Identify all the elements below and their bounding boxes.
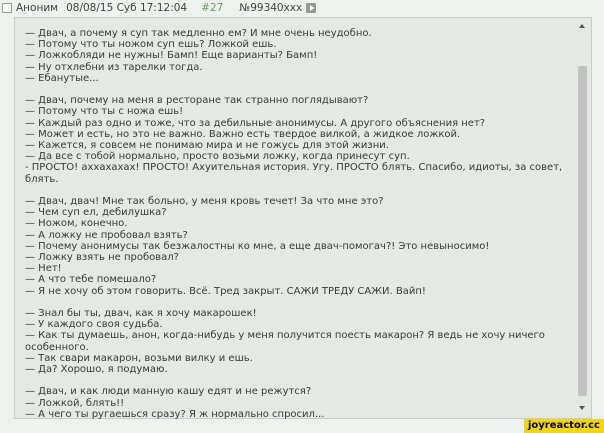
scrollbar-thumb[interactable] <box>578 66 587 396</box>
arrow-right-icon[interactable] <box>306 3 316 13</box>
text-line: — Так свари макарон, возьми вилку и ешь. <box>25 352 253 364</box>
paragraph-gap <box>25 185 570 196</box>
text-line: — Двач, а почему я суп так медленно ем? И мне очень неудобно. <box>25 28 372 39</box>
text-line: — Двач, и как люди манную кашу едят и не режутся? <box>25 386 312 398</box>
scroll-up-icon[interactable] <box>579 24 585 28</box>
scrollbar[interactable] <box>578 22 587 412</box>
text-line: — Да все с тобой нормально, просто возьми ложку, когда принесут суп. <box>25 151 410 163</box>
text-line: — Ебанутые... <box>25 72 99 84</box>
text-line: — Почему анонимусы так безжалостны ко мне, а еще двач-помогач?! Это невыносимо! <box>25 240 490 252</box>
post-number[interactable]: #27 <box>201 2 224 14</box>
text-line: — Ножом, конечно. <box>25 218 128 230</box>
text-line: - ПРОСТО! аххахахах! ПРОСТО! Ахуительная история. Угу. ПРОСТО блять. Спасибо, идиоты, за совет, <box>25 162 563 174</box>
post-text <box>25 28 570 420</box>
post-body <box>14 17 592 419</box>
text-line: — Да? Хорошо, я подумаю. <box>25 364 168 376</box>
text-line: — А чего ты ругаешься сразу? Я ж нормально спросил... <box>25 408 325 420</box>
text-line: — А что тебе помешало? <box>25 274 157 286</box>
scroll-down-icon[interactable] <box>579 406 585 410</box>
post-header <box>0 0 604 16</box>
text-line: — Я не хочу об этом говорить. Всё. Тред закрыт. САЖИ ТРЕДУ САЖИ. Вайп! <box>25 285 426 297</box>
post-date: 08/08/15 Суб 17:12:04 <box>66 2 188 14</box>
text-line: — Потому что ты ножом суп ешь? Ложкой ешь. <box>25 39 277 51</box>
brand-watermark: joyreactor.cc <box>524 419 604 433</box>
paragraph-gap <box>25 375 570 386</box>
paragraph-gap <box>25 297 570 308</box>
text-line: — Нет! <box>25 263 62 275</box>
text-line: — Кажется, я совсем не понимаю мира и не гожусь для этой жизни. <box>25 140 389 152</box>
text-line: — Ложкой, блять!! <box>25 397 125 409</box>
text-line: — Двач, почему на меня в ресторане так странно поглядывают? <box>25 95 369 107</box>
text-line: — Ложку взять не пробовал? <box>25 252 179 264</box>
post-id[interactable]: №99340xxx <box>239 2 303 14</box>
text-line: — Ну отхлебни из тарелки тогда. <box>25 61 203 73</box>
text-line: особенного. <box>25 341 89 353</box>
text-line: — Знал бы ты, двач, как я хочу макарошек! <box>25 308 257 320</box>
text-line: — А ложку не пробовал взять? <box>25 229 188 241</box>
text-line: — Двач, двач! Мне так больно, у меня кровь течет! За что мне это? <box>25 196 384 208</box>
post-author: Аноним <box>16 2 59 14</box>
text-line: — Может и есть, но это не важно. Важно есть твердое вилкой, а жидкое ложкой. <box>25 128 461 140</box>
text-line: — Чем суп ел, дебилушка? <box>25 207 167 219</box>
text-line: — У каждого своя судьба. <box>25 319 163 331</box>
text-line: — Как ты думаешь, анон, когда-нибудь у меня получится поесть макарон? Я ведь не хочу ничего <box>25 330 545 342</box>
checkbox-icon[interactable] <box>2 3 12 13</box>
text-line: блять. <box>25 173 59 185</box>
paragraph-gap <box>25 84 570 95</box>
text-line: — Ложкобляди не нужны! Бамп! Еще варианты? Бамп! <box>25 50 318 62</box>
text-line: — Каждый раз одно и тоже, что за дебильные анонимусы. А другого объяснения нет? <box>25 117 486 129</box>
text-line: — Потому что ты с ножа ешь! <box>25 106 184 118</box>
